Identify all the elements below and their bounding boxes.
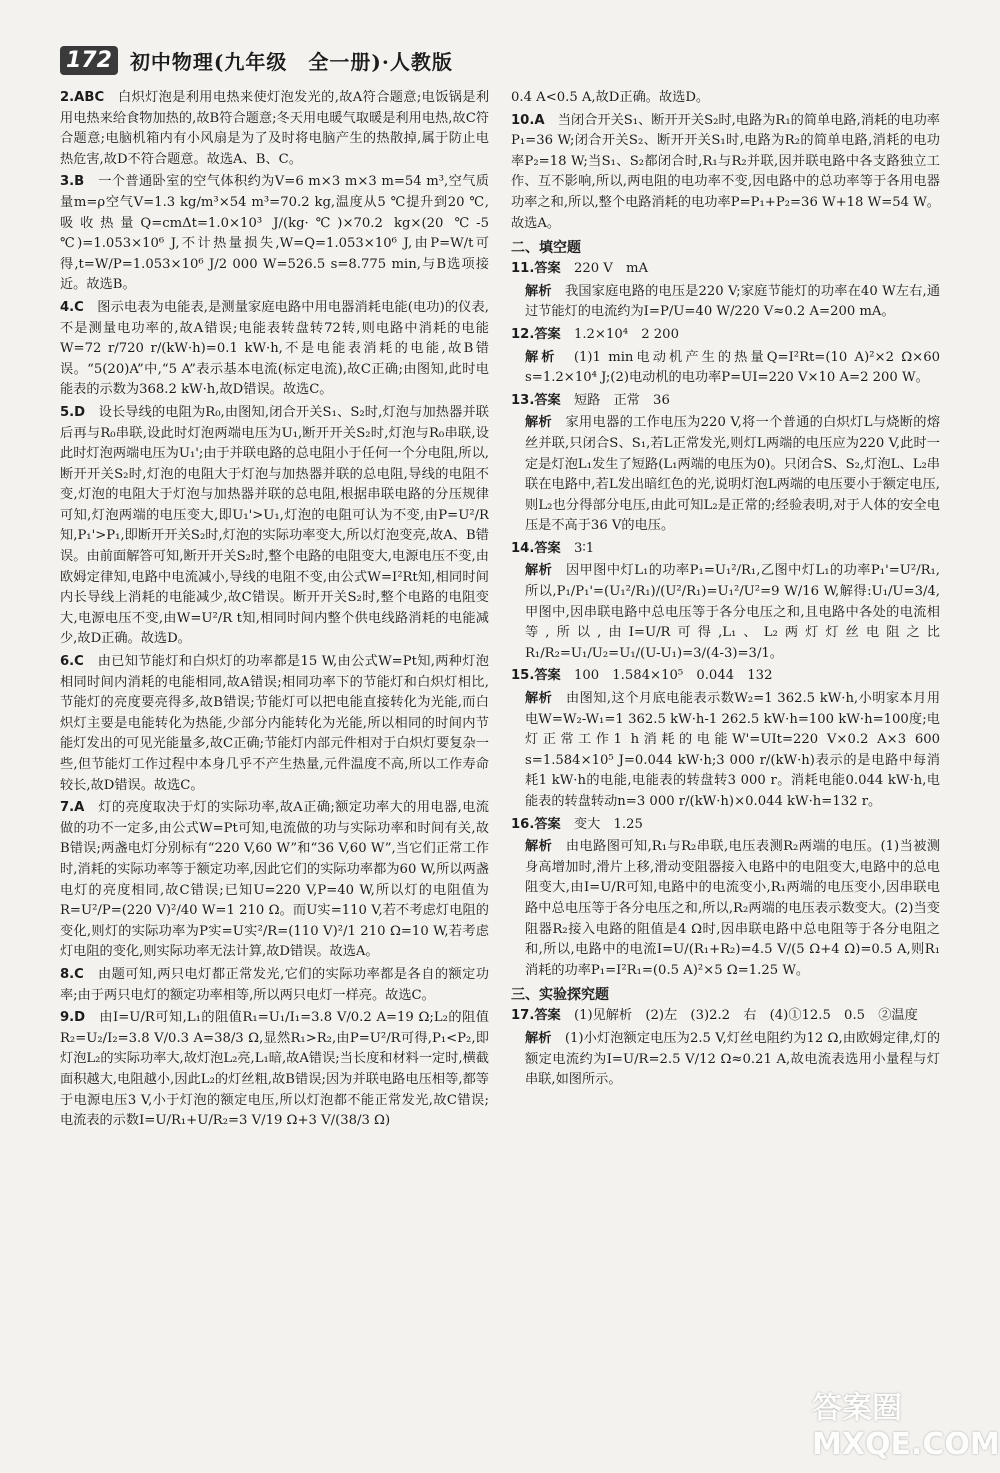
answer-text: 3∶1: [573, 540, 595, 556]
answer-item: [60, 652, 489, 796]
answer-text: 灯的亮度取决于灯的实际功率,故A正确;额定功率大的用电器,电流做的功不一定多,由公式W=Pt可知,电流做的功与实际功率和时间有关,故B错误;两盏电灯分别标有“220 V,60 W”和“36 V,60 W”,当它们正常工作时,消耗的实际功率等于额定功率,因此它们的实际功率都为60 W,所以两盏电灯的亮度相同,故C错误;已知U=220 V,P=40 W,所以灯的电阻值为R=U²/P=(220 V)²/40 W=1 210 Ω。而U实=110 V,若不考虑灯电阻的变化,则灯的实际功率为P实=U实²/R=(110 V)²/1 210 Ω=10 W,若考虑灯电阻的变化,则实际功率无法计算,故D错误。故选A。: [60, 800, 489, 960]
answer-item: [511, 391, 940, 412]
question-number: 12.答案: [511, 326, 574, 342]
answer-explanation: [511, 837, 940, 981]
section-heading: 三、实验探究题: [511, 987, 609, 1004]
question-number: 11.答案: [511, 261, 574, 277]
book-title: 初中物理(九年级 全一册)·人教版: [129, 49, 453, 74]
section-heading: 二、填空题: [511, 240, 581, 257]
answer-text: 图示电表为电能表,是测量家庭电路中用电器消耗电能(电功)的仪表,不是测量电功率的,故A错误;电能表转盘转72转,则电路中消耗的电能W=72 r/720 r/(kW·h)=0.1 kW·h,不是电能表消耗的电能,故B错误。“5(20)A”中,“5 A”表示基本电流(标定电流),故C正确;由图知,此时电能表的示数为368.2 kW·h,故D错误。故选C。: [60, 299, 489, 398]
question-number: 8.C: [60, 966, 98, 982]
answer-item: [511, 325, 940, 346]
page-number: 172: [60, 46, 118, 75]
answer-text: 变大 1.25: [573, 816, 643, 832]
answer-text: 0.4 A<0.5 A,故D正确。故选D。: [511, 90, 710, 105]
explanation-label: 解析: [525, 415, 566, 431]
answer-item: [60, 1008, 489, 1132]
answer-explanation: [511, 348, 940, 389]
answer-text: 一个普通卧室的空气体积约为V=6 m×3 m×3 m=54 m³,空气质量m=ρ空气V=1.3 kg/m³×54 m³=70.2 kg,温度从5 ℃提升到20 ℃,吸收热量Q=cmΔt=1.0×10³ J/(kg·℃)×70.2 kg×(20 ℃-5 ℃)=1.053×10⁶ J,不计热量损失,W=Q=1.053×10⁶ J,由P=W/t可得,t=W/P=1.053×10⁶ J/2 000 W=526.5 s=8.775 min,与B选项接近。故选B。: [60, 174, 489, 293]
answer-text: (1)小灯泡额定电压为2.5 V,灯丝电阻约为12 Ω,由欧姆定律,灯的额定电流约为I=U/R=2.5 V/12 Ω≈0.21 A,故电流表选用小量程与灯串联,如图所示。: [525, 1030, 940, 1088]
answer-text: 家用电器的工作电压为220 V,将一个普通的白炽灯L与烧断的熔丝并联,只闭合S、S₁,若L正常发光,则灯L两端的电压应为220 V,此时一定是灯泡L₁发生了短路(L₁两端的电压为0)。只闭合S、S₂,灯泡L、L₂串联在电路中,若L发出暗红色的光,说明灯泡L两端的电压要小于额定电压,则L₂也分得部分电压,由此可知L₂是正常的;经验表明,对于人体的安全电压是不高于36 V的电压。: [525, 415, 940, 534]
answer-text: 由电路图可知,R₁与R₂串联,电压表测R₂两端的电压。(1)当被测身高增加时,滑片上移,滑动变阻器接入电路中的电阻变大,电路中的总电阻变大,由I=U/R可知,电路中的电流变小,R₁两端的电压变小,因串联电路中总电压等于各分电压之和,所以,R₂两端的电压表示数变大。(2)当变阻器R₂接入电路的阻值是4 Ω时,因串联电路中总电阻等于各分电阻之和,所以,电路中的电流I=U/(R₁+R₂)=4.5 V/(5 Ω+4 Ω)=0.5 A,则R₁消耗的功率P₁=I²R₁=(0.5 A)²×5 Ω=1.25 W。: [525, 839, 940, 978]
answer-item: [511, 815, 940, 836]
explanation-label: 解析: [525, 839, 566, 855]
answer-item: [60, 965, 489, 1006]
answer-item: [60, 798, 489, 963]
page-header: [60, 40, 940, 80]
question-number: 9.D: [60, 1010, 100, 1026]
answer-item: [511, 88, 940, 109]
answer-text: 由已知节能灯和白炽灯的功率都是15 W,由公式W=Pt知,两种灯泡相同时间内消耗的电能相同,故A错误;相同功率下的节能灯和白炽灯相比,节能灯的亮度要亮得多,故B错误;节能灯可以把电能直接转化为光能,而白炽灯主要是电能转化为热能,少部分内能转化为光能,所以相同的时间内节能灯发出的可见光能量多,故C正确;节能灯内部元件相对于白炽灯要复杂一些,但节能灯工作过程中本身几乎不产生热量,元件温度不高,所以工作寿命较长,故D错误。故选C。: [60, 654, 489, 793]
explanation-label: 解析: [525, 691, 566, 707]
answer-text: 设长导线的电阻为R₀,由图知,闭合开关S₁、S₂时,灯泡与加热器并联后再与R₀串联,设此时灯泡两端电压为U₁,断开开关S₂时,灯泡与R₀串联,设此时灯泡两端电压为U₁';由于并联电路的总电阻小于任何一个分电阻,所以,断开开关S₂时,灯泡的电阻大于灯泡与加热器并联的总电阻,导线的电阻不变,灯泡的电阻大于灯泡与加热器并联的总电阻,根据串联电路的分压规律可知,灯泡两端的电压变大,即U₁'>U₁,灯泡的电阻可认为不变,由P=U²/R知,P₁'>P₁,即断开开关S₂时,灯泡的实际功率变大,所以灯泡变亮,故A、B错误。由前面解答可知,断开开关S₂时,整个电路的电阻变大,电源电压不变,由欧姆定律知,电路中电流减小,导线的电阻不变,由公式W=I²Rt知,相同时间内长导线上消耗的电能减少,故C错误。断开开关S₂时,整个电路的电阻变大,电源电压不变,由W=U²/R t知,相同时间内整个供电线路消耗的电能减少,故D正确。故选D。: [60, 404, 489, 647]
answer-text: 我国家庭电路的电压是220 V;家庭节能灯的功率在40 W左右,通过节能灯的电流约为I=P/U=40 W/220 V≈0.2 A=200 mA。: [525, 283, 940, 320]
answer-item: [511, 666, 940, 687]
answer-text: (1)见解析 (2)左 (3)2.2 右 (4)①12.5 0.5 ②温度: [573, 1008, 918, 1024]
question-number: 6.C: [60, 654, 98, 670]
answer-text: 1.2×10⁴ 2 200: [573, 326, 679, 342]
question-number: 5.D: [60, 404, 99, 420]
answer-item: [60, 298, 489, 401]
answer-explanation: [511, 413, 940, 537]
explanation-label: 解析: [525, 349, 574, 365]
answer-item: [60, 403, 489, 650]
answer-text: 短路 正常 36: [573, 392, 670, 408]
question-number: 13.答案: [511, 392, 574, 408]
question-number: 15.答案: [511, 668, 574, 684]
explanation-label: 解析: [525, 563, 566, 579]
answer-item: [60, 88, 489, 170]
answer-text: 因甲图中灯L₁的功率P₁=U₁²/R₁,乙图中灯L₁的功率P₁'=U²/R₁,所以,P₁/P₁'=(U₁²/R₁)/(U²/R₁)=U₁²/U²=9 W/16 W,解得:U₁/U=3/4,甲图中,因串联电路中总电压等于各分电压之和,且电路中各处的电流相等,所以,由I=U/R可得,L₁、L₂两灯灯丝电阻之比R₁/R₂=U₁/U₂=U₁/(U-U₁)=3/(4-3)=3/1。: [525, 563, 940, 661]
answer-text: 当闭合开关S₁、断开开关S₂时,电路为R₁的简单电路,消耗的电功率P₁=36 W;闭合开关S₂、断开开关S₁时,电路为R₂的简单电路,消耗的电功率P₂=18 W;当S₁、S₂都闭合时,R₁与R₂并联,因并联电路中各支路独立工作、互不影响,所以,两电阻的电功率不变,因电路中的总功率等于各用电器功率之和,所以,整个电路消耗的电功率P=P₁+P₂=36 W+18 W=54 W。故选A。: [511, 112, 940, 231]
answer-explanation: [511, 689, 940, 813]
question-number: 14.答案: [511, 540, 574, 556]
answer-text: 由图知,这个月底电能表示数W₂=1 362.5 kW·h,小明家本月用电W=W₂-W₁=1 362.5 kW·h-1 262.5 kW·h=100 kW·h=100度;电灯正常工作1 h消耗的电能W'=UIt=220 V×0.2 A×3 600 s=1.584×10⁵ J=0.044 kW·h;3 000 r/(kW·h)表示的是电路中每消耗1 kW·h的电能,电能表的转盘转3 000 r。消耗电能0.044 kW·h,电能表的转盘转动n=3 000 r/(kW·h)×0.044 kW·h=132 r。: [525, 691, 940, 809]
answer-item: [511, 1006, 940, 1027]
answer-explanation: [511, 1029, 940, 1091]
question-number: 3.B: [60, 174, 99, 190]
question-number: 2.ABC: [60, 90, 119, 105]
answer-text: (1)1 min电动机产生的热量Q=I²Rt=(10 A)²×2 Ω×60 s=1.2×10⁴ J;(2)电动机的电功率P=UI=220 V×10 A=2 200 W。: [525, 349, 940, 386]
watermark-logo: [812, 1383, 1000, 1467]
answer-item: [511, 111, 940, 235]
question-number: 10.A: [511, 112, 558, 128]
answer-item: [511, 539, 940, 560]
explanation-label: 解析: [525, 283, 566, 299]
answer-item: [511, 259, 940, 280]
question-number: 7.A: [60, 800, 99, 816]
answer-item: [60, 172, 489, 296]
explanation-label: 解析: [525, 1030, 565, 1046]
answer-explanation: [511, 282, 940, 323]
answer-text: 100 1.584×10⁵ 0.044 132: [573, 668, 773, 684]
answer-explanation: [511, 561, 940, 664]
question-number: 16.答案: [511, 816, 574, 832]
watermark-text: 答案圈 MXQE.COM: [812, 1391, 1000, 1462]
answer-text: 由I=U/R可知,L₁的阻值R₁=U₁/I₁=3.8 V/0.2 A=19 Ω;L₂的阻值R₂=U₂/I₂=3.8 V/0.3 A=38/3 Ω,显然R₁>R₂,由P=U²/R可得,P₁<P₂,即灯泡L₂的实际功率大,故灯泡L₂亮,L₁暗,故A错误;当长度和材料一定时,横截面积越大,电阻越小,因此L₂的灯丝粗,故B错误;因为并联电路电压相等,都等于电源电压3 V,小于灯泡的额定电压,所以灯泡都不能正常发光,故C错误;电流表的示数I=U/R₁+U/R₂=3 V/19 Ω+3 V/(38/3 Ω): [60, 1010, 489, 1129]
left-column: [60, 88, 489, 1448]
question-number: 4.C: [60, 299, 98, 315]
answer-text: 由题可知,两只电灯都正常发光,它们的实际功率都是各自的额定功率;由于两只电灯的额定功率相等,所以两只电灯一样亮。故选C。: [60, 966, 489, 1003]
answer-text: 220 V mA: [573, 261, 649, 277]
answer-columns: [60, 88, 940, 1448]
question-number: 17.答案: [511, 1008, 574, 1024]
right-column: [511, 88, 940, 1448]
answer-text: 白炽灯泡是利用电热来使灯泡发光的,故A符合题意;电饭锅是利用电热来给食物加热的,故B符合题意;冬天用电暖气取暖是利用电热,故C符合题意;电脑机箱内有小风扇是为了及时将电脑产生的热散掉,属于防止电热危害,故D不符合题意。故选A、B、C。: [60, 90, 489, 167]
